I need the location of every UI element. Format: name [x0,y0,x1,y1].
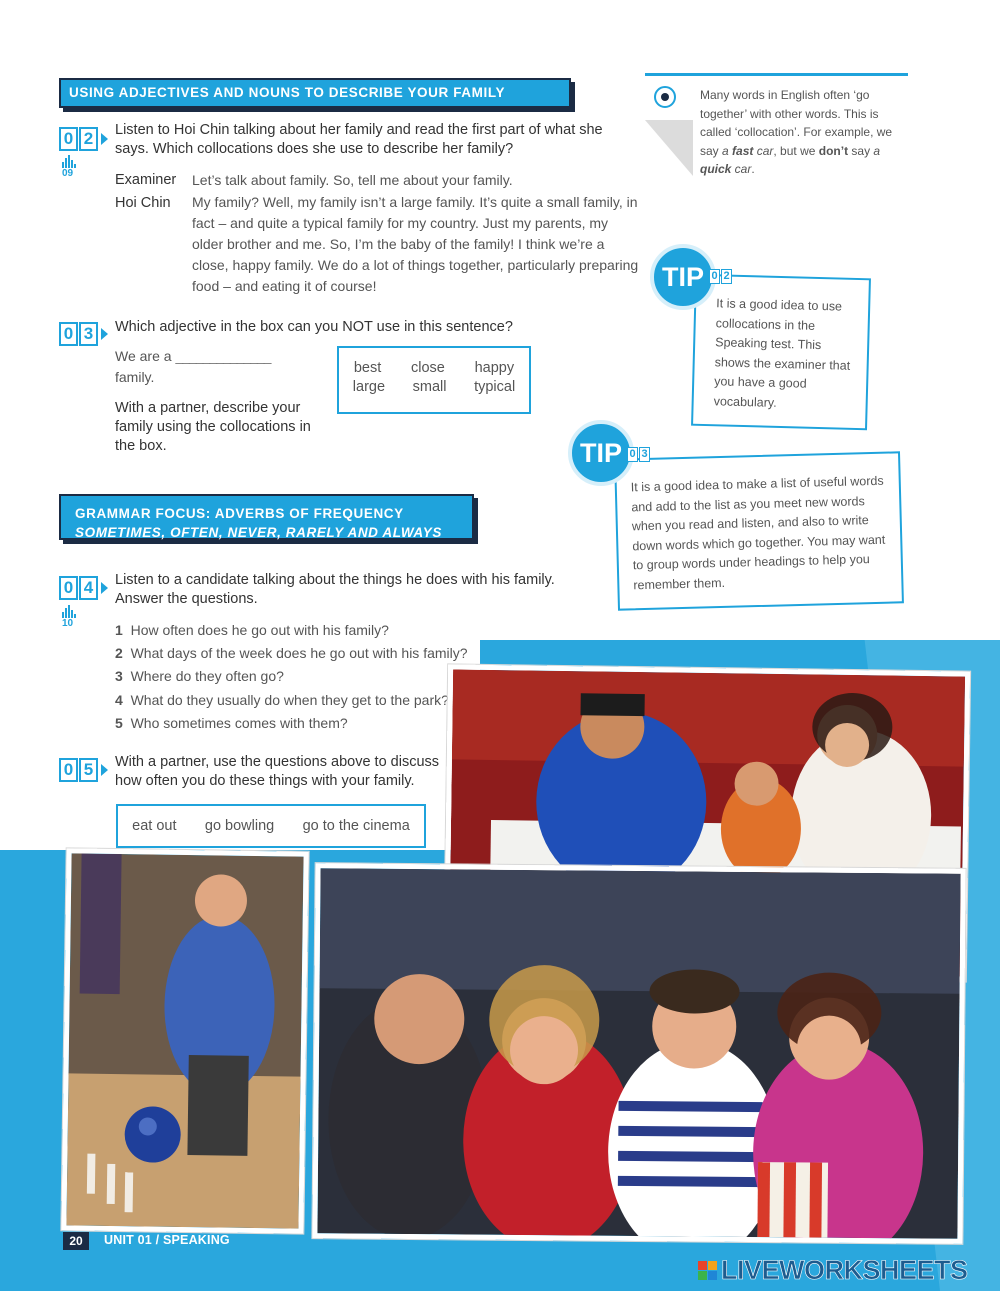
adjective-row [339,379,529,395]
bowling-photo [61,848,308,1233]
cinema-scene-image [317,868,960,1239]
tip-02-number: 0 2 [709,269,733,284]
badge-digit: 0 [59,127,78,151]
note-target-icon [654,86,676,108]
examiner-line: Let’s talk about family. So, tell me about your family. [192,172,513,188]
tip-02-box [691,274,871,431]
bowling-scene-image [66,853,303,1228]
adjective-word: best [353,360,382,376]
tip-03-box [614,451,904,610]
badge-digit: 5 [79,758,98,782]
adjective-word: large [352,379,386,395]
audio-icon [62,155,76,168]
adjective-box [337,346,531,414]
hoi-chin-line: My family? Well, my family isn’t a large family. It’s quite a small family, in fact – and quite a typical family for my country. Just my parents, my older brother and me. So, I’m the baby of the family! I think we’re a close, happy family. We do a lot of things together, particularly preparing food – and eating it of course! [192,194,639,294]
sentence-blank[interactable]: ______________ [175,348,271,364]
exercise-04-instruction: Listen to a candidate talking about the things he does with his family. Answer the questions. [115,572,555,607]
adjective-word: happy [474,360,515,376]
audio-icon [62,605,76,618]
partner-instruction: With a partner, describe your family using the collocations in the box. [115,400,311,454]
sentence-end: family. [115,369,155,385]
list-item: 2 What days of the week does he go out with his family? [115,645,468,662]
unit-label: UNIT 01 / SPEAKING [104,1233,230,1247]
exercise-03-instruction: Which adjective in the box can you NOT use in this sentence? [115,319,513,335]
badge-digit: 3 [79,322,98,346]
adjective-word: close [411,360,445,376]
tip-03-badge: TIP [568,420,634,486]
section-header-grammar [59,494,474,540]
question-list [115,619,495,735]
exercise-05-badge [59,758,108,782]
collocation-note: Many words in English often ‘go together’ with other words. This is called ‘collocation’. For example, we say a fast car, but we don’t say a quick car. [700,88,893,176]
note-top-rule [645,73,908,76]
speaker-examiner: Examiner [115,172,177,188]
speaker-hoi-chin: Hoi Chin [115,195,171,211]
activity-item: go to the cinema [302,818,410,834]
adjective-word: typical [474,379,516,395]
liveworksheets-brand: LIVEWORKSHEETS [721,1255,968,1285]
section-header-collocations [59,78,571,108]
tip-02-badge: TIP [650,244,716,310]
badge-digit: 0 [59,322,78,346]
adjective-row [339,360,529,376]
play-arrow-icon [101,133,108,145]
adjective-word: small [412,379,447,395]
play-arrow-icon [101,582,108,594]
section-header-text: GRAMMAR FOCUS: ADVERBS OF FREQUENCY [75,506,404,521]
tip-03-text: It is a good idea to make a list of useful words and add to the list as you meet new words when you read and listen, and also to write down words which go together. You may want to group words under headings to help you remember them. [630,473,886,592]
page-number: 20 [63,1232,89,1250]
play-arrow-icon [101,764,108,776]
exercise-05-instruction: With a partner, use the questions above to discuss how often you do these things with your family. [115,754,440,789]
badge-digit: 0 [59,758,78,782]
audio-track-09[interactable] [62,155,76,179]
audio-track-number: 10 [62,618,74,629]
exercise-03-badge [59,322,108,346]
exercise-04-badge [59,576,108,600]
exercise-02-instruction: Listen to Hoi Chin talking about her family and read the first part of what she says. Which collocations does she use to describe her family? [115,122,603,157]
badge-digit: 2 [79,127,98,151]
exercise-02-badge [59,127,108,151]
tip-03-number: 0 3 [627,447,651,462]
cinema-photo [312,863,965,1244]
activity-item: go bowling [204,818,275,834]
list-item: 1 How often does he go out with his family? [115,622,389,638]
list-item: 4 What do they usually do when they get to the park? [115,691,449,708]
liveworksheets-logo[interactable] [698,1255,968,1286]
play-arrow-icon [101,328,108,340]
liveworksheets-logo-icon [698,1261,718,1280]
section-header-text-italic: SOMETIMES, OFTEN, NEVER, RARELY AND ALWAYS [75,525,442,540]
tip-02-text: It is a good idea to use collocations in the Speaking test. This shows the examiner that you have a good vocabulary. [713,296,851,410]
note-corner-shape [645,120,693,176]
activity-box [116,804,426,848]
sentence-start: We are a [115,348,172,364]
activity-item: eat out [132,818,177,834]
audio-track-10[interactable] [62,605,76,629]
badge-digit: 4 [79,576,98,600]
fill-in-sentence [115,346,325,388]
list-item: 5 Who sometimes comes with them? [115,714,348,731]
list-item: 3 Where do they often go? [115,668,284,685]
audio-track-number: 09 [62,168,74,179]
badge-digit: 0 [59,576,78,600]
section-header-text: USING ADJECTIVES AND NOUNS TO DESCRIBE YOUR FAMILY [69,85,506,100]
